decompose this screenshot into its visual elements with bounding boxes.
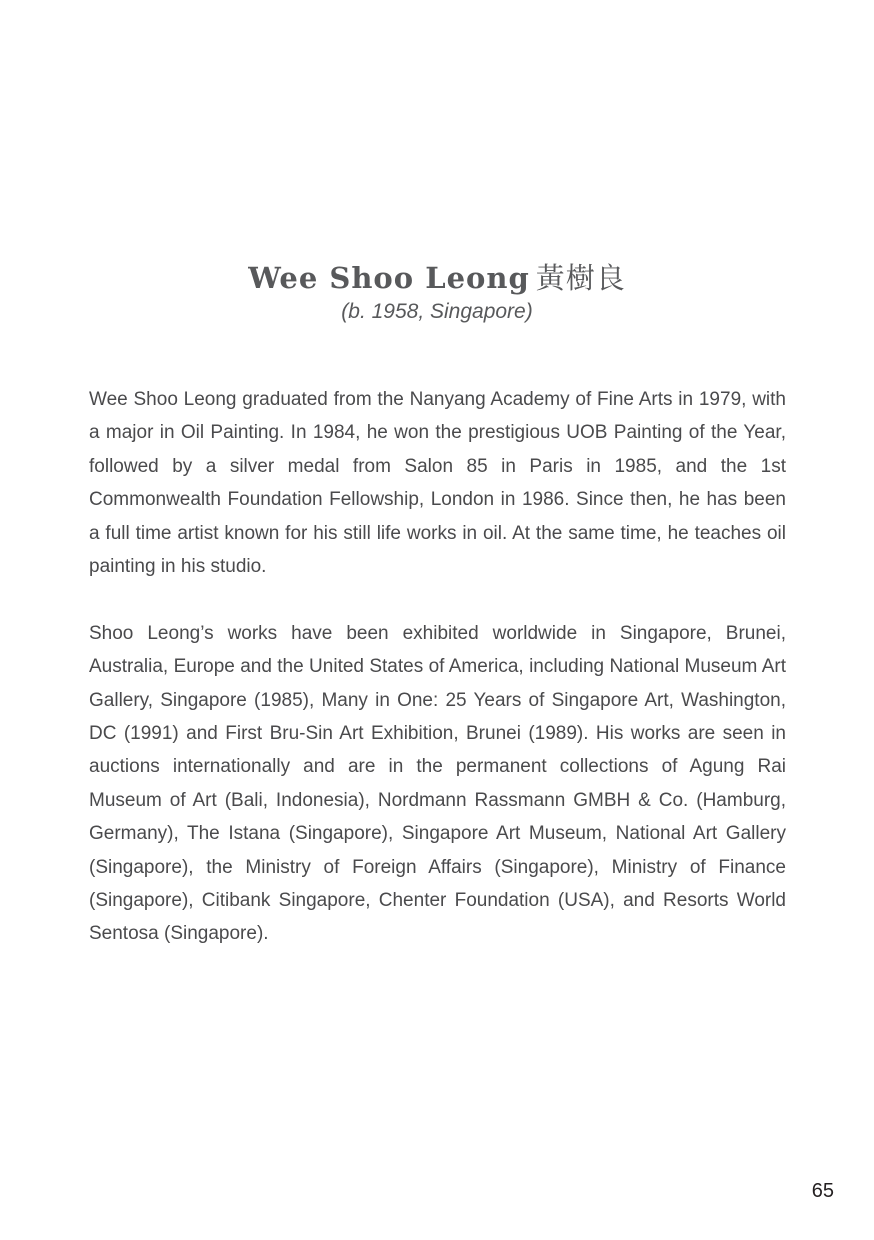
biography-paragraph-2: Shoo Leong’s works have been exhibited worldwide in Singapore, Brunei, Australia, Europe and the United States of America, including National Museum Art Gallery, Singapore (1985), Many in One: 25 Years of Singapore Art, Washington, DC (1991) and First Bru-Sin Art Exhibition, Brunei (1989). His works are seen in auctions internationally and are in the permanent collections of Agung Rai Museum of Art (Bali, Indonesia), Nordmann Rassmann GMBH & Co. (Hamburg, Germany), The Istana (Singapore), Singapore Art Museum, National Art Gallery (Singapore), the Ministry of Foreign Affairs (Singapore), Ministry of Finance (Singapore), Citibank Singapore, Chenter Foundation (USA), and Resorts World Sentosa (Singapore). (89, 622, 786, 945)
birth-info: (b. 1958, Singapore) (341, 300, 533, 323)
artist-name: Wee Shoo Leong (248, 261, 530, 295)
page-number: 65 (811, 1180, 834, 1202)
artist-name-heading (0, 258, 874, 298)
biography-paragraph-1: Wee Shoo Leong graduated from the Nanyang Academy of Fine Arts in 1979, with a major in Oil Painting. In 1984, he won the prestigious UOB Painting of the Year, followed by a silver medal from Salon 85 in Paris in 1985, and the 1st Commonwealth Foundation Fellowship, London in 1986. Since then, he has been a full time artist known for his still life works in oil. At the same time, he teaches oil painting in his studio. (89, 389, 786, 578)
artist-name-chinese: 黃樹良 (535, 261, 626, 295)
title-block (0, 258, 874, 326)
biography-text (89, 383, 786, 984)
